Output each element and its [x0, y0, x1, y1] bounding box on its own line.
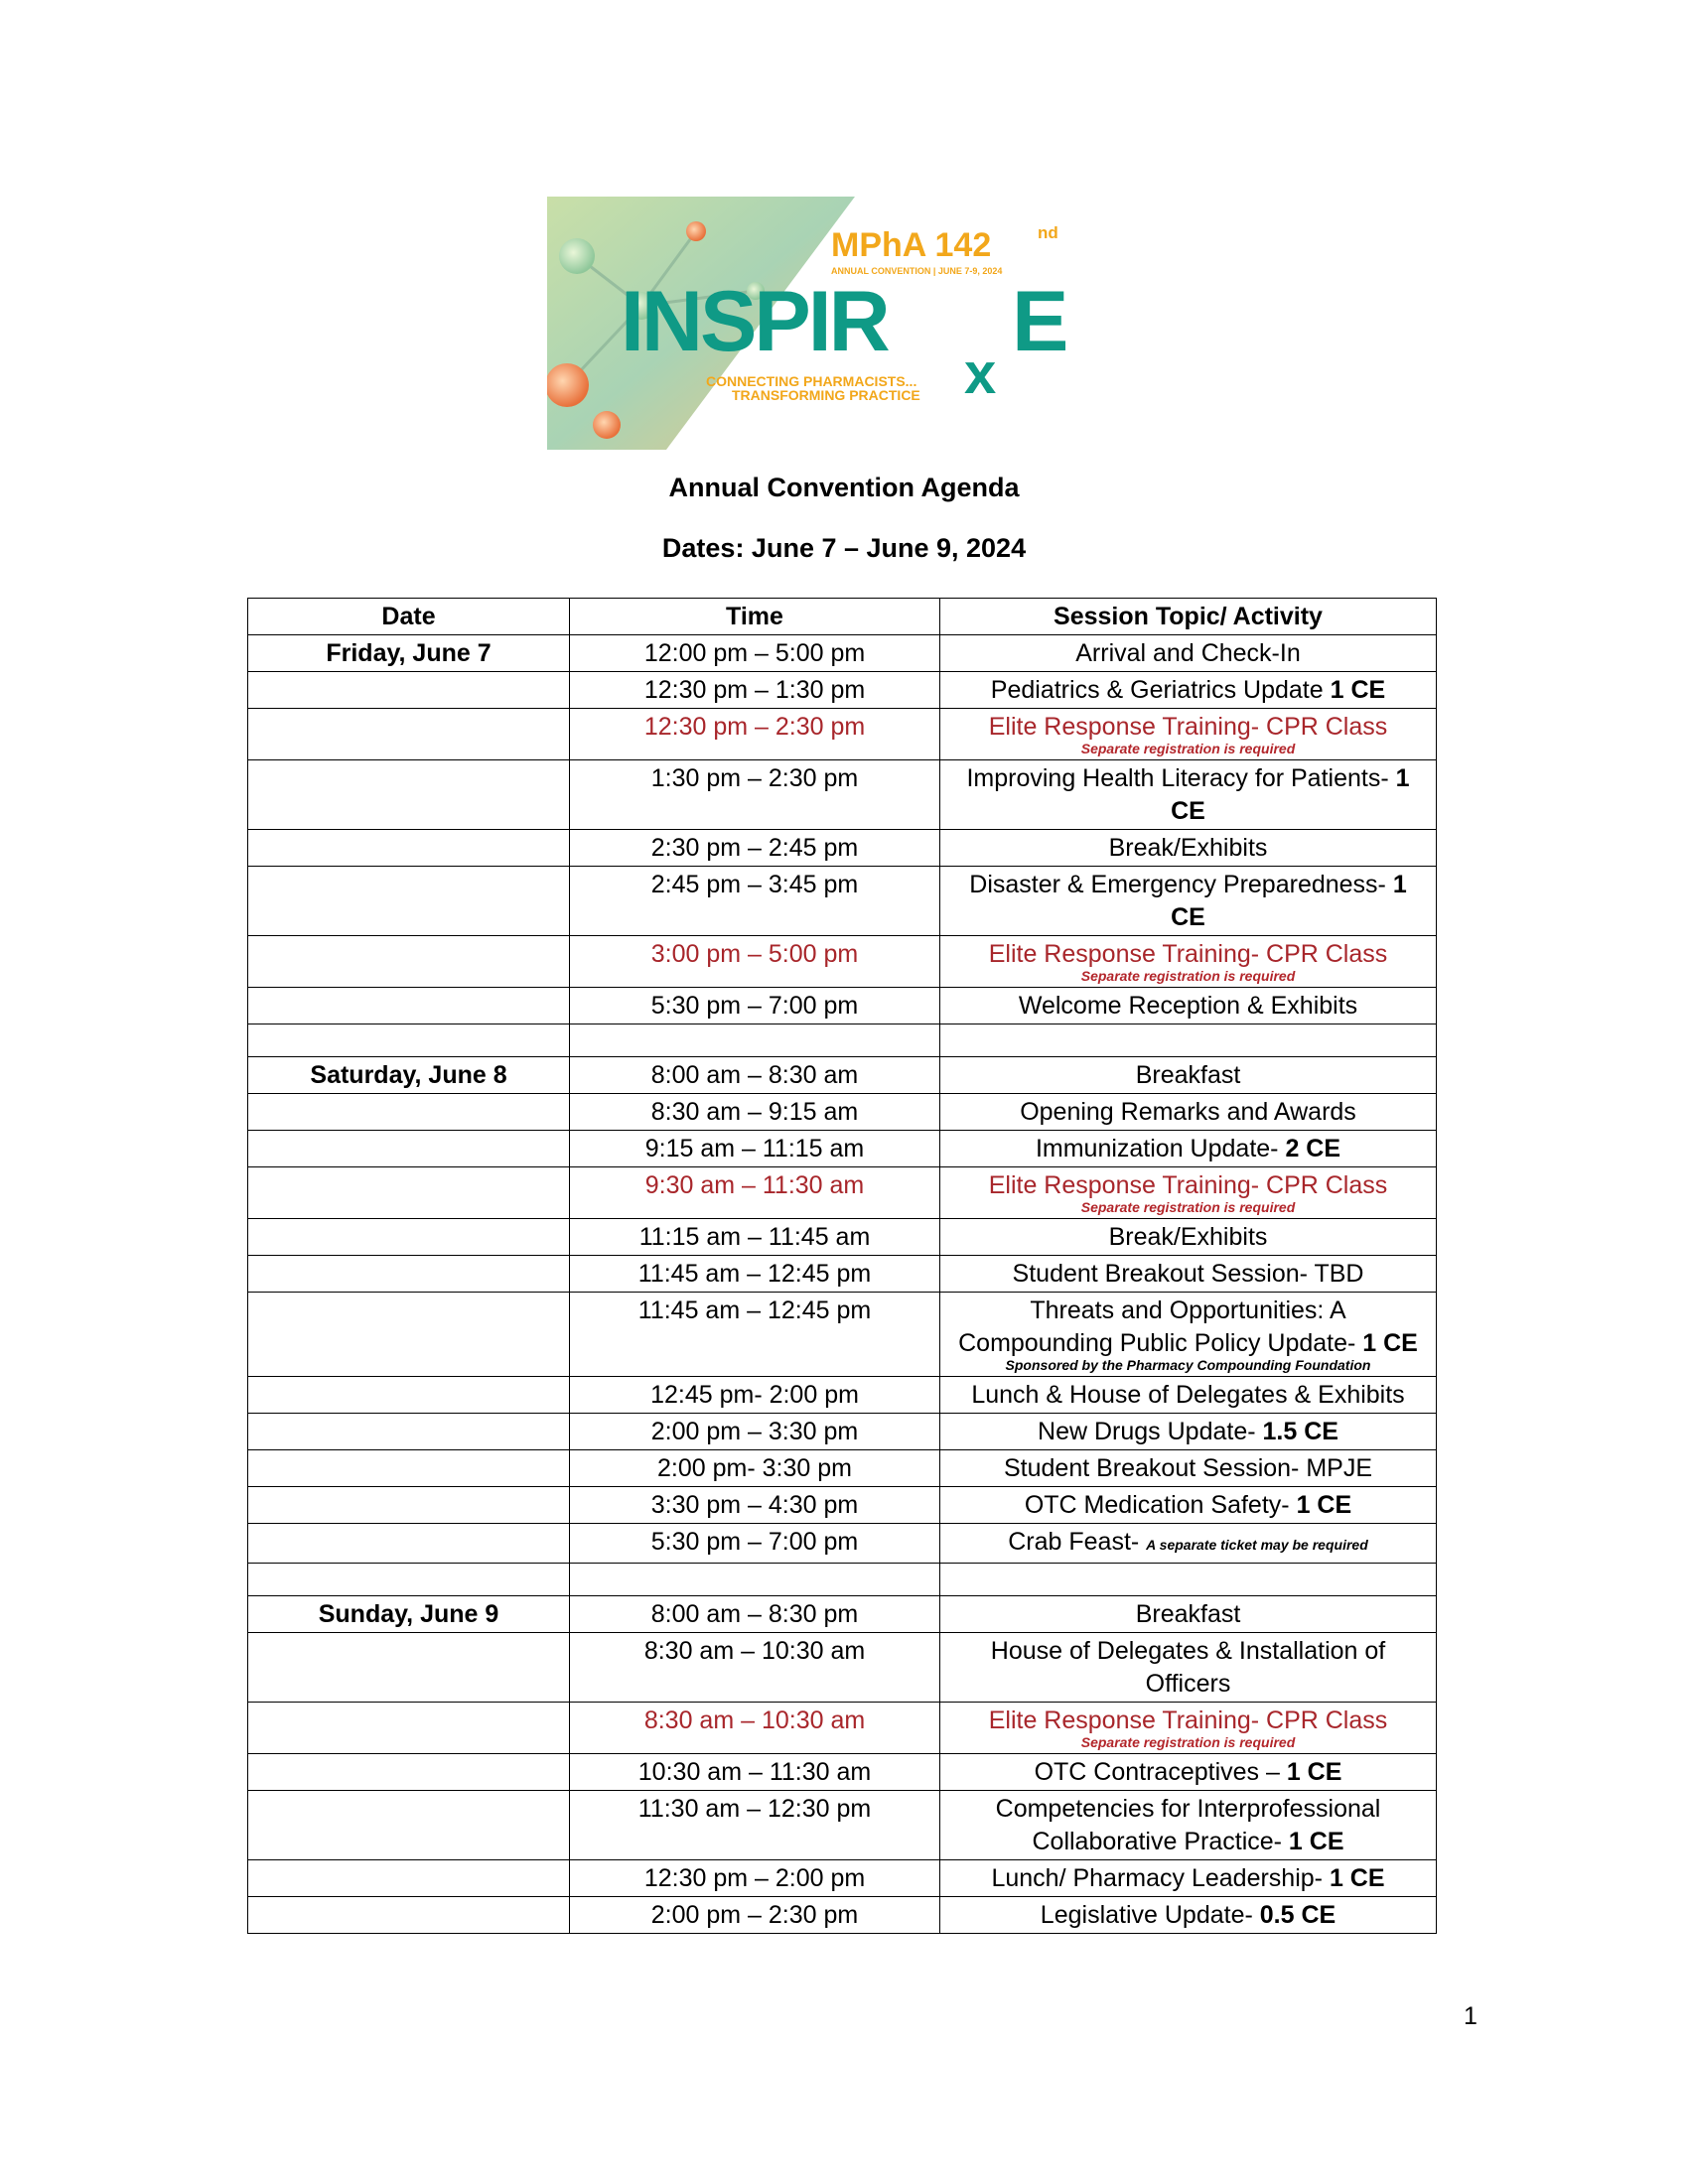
day-cell: [248, 1293, 570, 1377]
agenda-row: [248, 1256, 1437, 1293]
session-cell: [940, 1167, 1437, 1219]
day-cell: [248, 1167, 570, 1219]
session-cell: [940, 1703, 1437, 1754]
session-cell: [940, 988, 1437, 1024]
time-cell: 9:30 am – 11:30 am: [570, 1167, 940, 1219]
empty-cell: [248, 1564, 570, 1596]
ce-credit: 1 CE: [1330, 676, 1386, 704]
day-cell: Sunday, June 9: [248, 1596, 570, 1633]
session-topic: Breakfast: [1135, 1600, 1241, 1628]
session-topic: Elite Response Training- CPR Class: [988, 940, 1388, 968]
agenda-row: [248, 936, 1437, 988]
agenda-row: [248, 1131, 1437, 1167]
ce-credit: 1 CE: [1286, 1758, 1342, 1786]
session-topic: Competencies for Interprofessional Collaborative Practice-: [995, 1795, 1381, 1855]
session-note: Sponsored by the Pharmacy Compounding Foundation: [1005, 1357, 1371, 1373]
logo-brand-main: INSPIR: [621, 274, 888, 369]
session-cell: [940, 1897, 1437, 1934]
agenda-header-row: [248, 599, 1437, 635]
day-cell: [248, 1860, 570, 1897]
time-cell: 3:30 pm – 4:30 pm: [570, 1487, 940, 1524]
agenda-row: [248, 1897, 1437, 1934]
day-cell: [248, 1377, 570, 1414]
agenda-body: [248, 635, 1437, 1934]
time-cell: 12:45 pm- 2:00 pm: [570, 1377, 940, 1414]
agenda-row: [248, 1057, 1437, 1094]
time-cell: 8:30 am – 9:15 am: [570, 1094, 940, 1131]
day-cell: [248, 1414, 570, 1450]
empty-cell: [940, 1024, 1437, 1057]
agenda-row: [248, 1754, 1437, 1791]
session-topic: Welcome Reception & Exhibits: [1018, 992, 1358, 1020]
ce-credit: 1 CE: [1296, 1491, 1352, 1519]
time-cell: 8:00 am – 8:30 am: [570, 1057, 940, 1094]
time-cell: 12:30 pm – 1:30 pm: [570, 672, 940, 709]
agenda-row: [248, 1633, 1437, 1703]
time-cell: 2:45 pm – 3:45 pm: [570, 867, 940, 936]
day-cell: [248, 1219, 570, 1256]
session-topic: Lunch & House of Delegates & Exhibits: [971, 1381, 1405, 1409]
time-cell: 9:15 am – 11:15 am: [570, 1131, 940, 1167]
agenda-row: [248, 1487, 1437, 1524]
time-cell: 8:00 am – 8:30 pm: [570, 1596, 940, 1633]
session-cell: [940, 830, 1437, 867]
empty-cell: [940, 1564, 1437, 1596]
day-cell: [248, 672, 570, 709]
agenda-row: [248, 1414, 1437, 1450]
agenda-row: [248, 1450, 1437, 1487]
session-topic: Student Breakout Session- TBD: [1012, 1260, 1364, 1288]
empty-cell: [248, 1024, 570, 1057]
session-topic: Pediatrics & Geriatrics Update: [990, 676, 1331, 704]
session-cell: [940, 1414, 1437, 1450]
time-cell: 11:30 am – 12:30 pm: [570, 1791, 940, 1860]
session-cell: [940, 867, 1437, 936]
agenda-table: [247, 598, 1437, 1934]
day-cell: [248, 760, 570, 830]
header-session: Session Topic/ Activity: [940, 599, 1437, 635]
agenda-row: [248, 867, 1437, 936]
logo-org: MPhA 142: [831, 226, 992, 264]
session-cell: [940, 635, 1437, 672]
agenda-row: [248, 1377, 1437, 1414]
day-cell: [248, 1487, 570, 1524]
session-topic: Breakfast: [1135, 1061, 1241, 1089]
time-cell: 10:30 am – 11:30 am: [570, 1754, 940, 1791]
ce-credit: 1 CE: [1362, 1329, 1418, 1357]
session-cell: [940, 1131, 1437, 1167]
time-cell: 2:30 pm – 2:45 pm: [570, 830, 940, 867]
session-topic: Elite Response Training- CPR Class: [988, 1706, 1388, 1734]
agenda-row: [248, 1293, 1437, 1377]
session-topic: Break/Exhibits: [1108, 834, 1268, 862]
time-cell: 11:15 am – 11:45 am: [570, 1219, 940, 1256]
agenda-row: [248, 1596, 1437, 1633]
time-cell: 12:00 pm – 5:00 pm: [570, 635, 940, 672]
session-cell: [940, 1754, 1437, 1791]
agenda-row: [248, 709, 1437, 760]
ce-credit: 1.5 CE: [1262, 1418, 1338, 1445]
session-topic: Student Breakout Session- MPJE: [1003, 1454, 1373, 1482]
convention-dates: Dates: June 7 – June 9, 2024: [661, 533, 1027, 563]
session-note: Separate registration is required: [1080, 741, 1296, 756]
session-cell: [940, 1450, 1437, 1487]
agenda-row: [248, 988, 1437, 1024]
empty-cell: [570, 1024, 940, 1057]
blank-row: [248, 1024, 1437, 1057]
session-topic: Crab Feast-: [1008, 1528, 1147, 1556]
time-cell: 2:00 pm- 3:30 pm: [570, 1450, 940, 1487]
session-topic: Disaster & Emergency Preparedness-: [969, 871, 1393, 898]
session-cell: [940, 1791, 1437, 1860]
session-topic: Arrival and Check-In: [1075, 639, 1301, 667]
session-cell: [940, 1524, 1437, 1564]
day-cell: [248, 709, 570, 760]
time-cell: 8:30 am – 10:30 am: [570, 1633, 940, 1703]
agenda-row: [248, 672, 1437, 709]
time-cell: 11:45 am – 12:45 pm: [570, 1256, 940, 1293]
empty-cell: [570, 1564, 940, 1596]
logo-tagline-2: TRANSFORMING PRACTICE: [732, 387, 920, 403]
agenda-row: [248, 635, 1437, 672]
day-cell: [248, 1754, 570, 1791]
time-cell: 8:30 am – 10:30 am: [570, 1703, 940, 1754]
session-topic: Legislative Update-: [1040, 1901, 1260, 1929]
time-cell: 12:30 pm – 2:00 pm: [570, 1860, 940, 1897]
session-note: Separate registration is required: [1080, 1734, 1296, 1750]
logo-tagline-1: CONNECTING PHARMACISTS...: [706, 373, 917, 389]
time-cell: 3:00 pm – 5:00 pm: [570, 936, 940, 988]
ce-credit: 0.5 CE: [1259, 1901, 1336, 1929]
logo-org-sup: nd: [1038, 223, 1058, 242]
day-cell: Friday, June 7: [248, 635, 570, 672]
day-cell: [248, 1450, 570, 1487]
session-topic: OTC Medication Safety-: [1024, 1491, 1297, 1519]
session-topic: New Drugs Update-: [1038, 1418, 1263, 1445]
header-date: Date: [248, 599, 570, 635]
agenda-row: [248, 1219, 1437, 1256]
session-cell: [940, 1256, 1437, 1293]
time-cell: 2:00 pm – 3:30 pm: [570, 1414, 940, 1450]
session-topic: Lunch/ Pharmacy Leadership-: [991, 1864, 1330, 1892]
session-topic: Opening Remarks and Awards: [1020, 1098, 1356, 1126]
session-cell: [940, 709, 1437, 760]
agenda-row: [248, 1703, 1437, 1754]
time-cell: 12:30 pm – 2:30 pm: [570, 709, 940, 760]
session-cell: [940, 1633, 1437, 1703]
ce-credit: 1 CE: [1171, 871, 1407, 931]
time-cell: 5:30 pm – 7:00 pm: [570, 988, 940, 1024]
session-cell: [940, 1860, 1437, 1897]
day-cell: Saturday, June 8: [248, 1057, 570, 1094]
session-cell: [940, 936, 1437, 988]
session-topic: Elite Response Training- CPR Class: [988, 713, 1388, 741]
session-note: A separate ticket may be required: [1146, 1537, 1368, 1553]
time-cell: 1:30 pm – 2:30 pm: [570, 760, 940, 830]
logo-brand-e: E: [1012, 274, 1069, 369]
page-number: 1: [1464, 2002, 1477, 2030]
session-cell: [940, 1057, 1437, 1094]
session-topic: Elite Response Training- CPR Class: [988, 1171, 1388, 1199]
agenda-row: [248, 760, 1437, 830]
session-note: Separate registration is required: [1080, 1199, 1296, 1215]
agenda-row: [248, 1791, 1437, 1860]
session-cell: [940, 1293, 1437, 1377]
session-cell: [940, 1219, 1437, 1256]
convention-logo: [547, 197, 1083, 450]
logo-brand-rx: x: [964, 341, 997, 406]
day-cell: [248, 867, 570, 936]
day-cell: [248, 830, 570, 867]
session-topic: OTC Contraceptives –: [1034, 1758, 1287, 1786]
agenda-row: [248, 1094, 1437, 1131]
time-cell: 5:30 pm – 7:00 pm: [570, 1524, 940, 1564]
time-cell: 2:00 pm – 2:30 pm: [570, 1897, 940, 1934]
day-cell: [248, 1094, 570, 1131]
day-cell: [248, 988, 570, 1024]
agenda-row: [248, 1860, 1437, 1897]
session-cell: [940, 1094, 1437, 1131]
day-cell: [248, 936, 570, 988]
session-cell: [940, 672, 1437, 709]
day-cell: [248, 1131, 570, 1167]
day-cell: [248, 1897, 570, 1934]
day-cell: [248, 1633, 570, 1703]
session-cell: [940, 760, 1437, 830]
session-topic: Improving Health Literacy for Patients-: [966, 764, 1396, 792]
blank-row: [248, 1564, 1437, 1596]
day-cell: [248, 1791, 570, 1860]
ce-credit: 1 CE: [1288, 1828, 1344, 1855]
session-note: Separate registration is required: [1080, 968, 1296, 984]
session-topic: Threats and Opportunities: A Compounding Public Policy Update-: [958, 1297, 1363, 1357]
session-cell: [940, 1487, 1437, 1524]
ce-credit: 2 CE: [1285, 1135, 1341, 1162]
agenda-row: [248, 1524, 1437, 1564]
agenda-row: [248, 830, 1437, 867]
session-topic: House of Delegates & Installation of Officers: [990, 1637, 1386, 1698]
day-cell: [248, 1256, 570, 1293]
agenda-row: [248, 1167, 1437, 1219]
header-time: Time: [570, 599, 940, 635]
session-cell: [940, 1596, 1437, 1633]
ce-credit: 1 CE: [1329, 1864, 1385, 1892]
page-title: Annual Convention Agenda: [668, 473, 1020, 502]
time-cell: 11:45 am – 12:45 pm: [570, 1293, 940, 1377]
session-topic: Break/Exhibits: [1108, 1223, 1268, 1251]
session-cell: [940, 1377, 1437, 1414]
day-cell: [248, 1524, 570, 1564]
day-cell: [248, 1703, 570, 1754]
session-topic: Immunization Update-: [1035, 1135, 1286, 1162]
ce-credit: 1 CE: [1171, 764, 1410, 825]
logo-convention-line: ANNUAL CONVENTION | JUNE 7-9, 2024: [831, 266, 1003, 276]
